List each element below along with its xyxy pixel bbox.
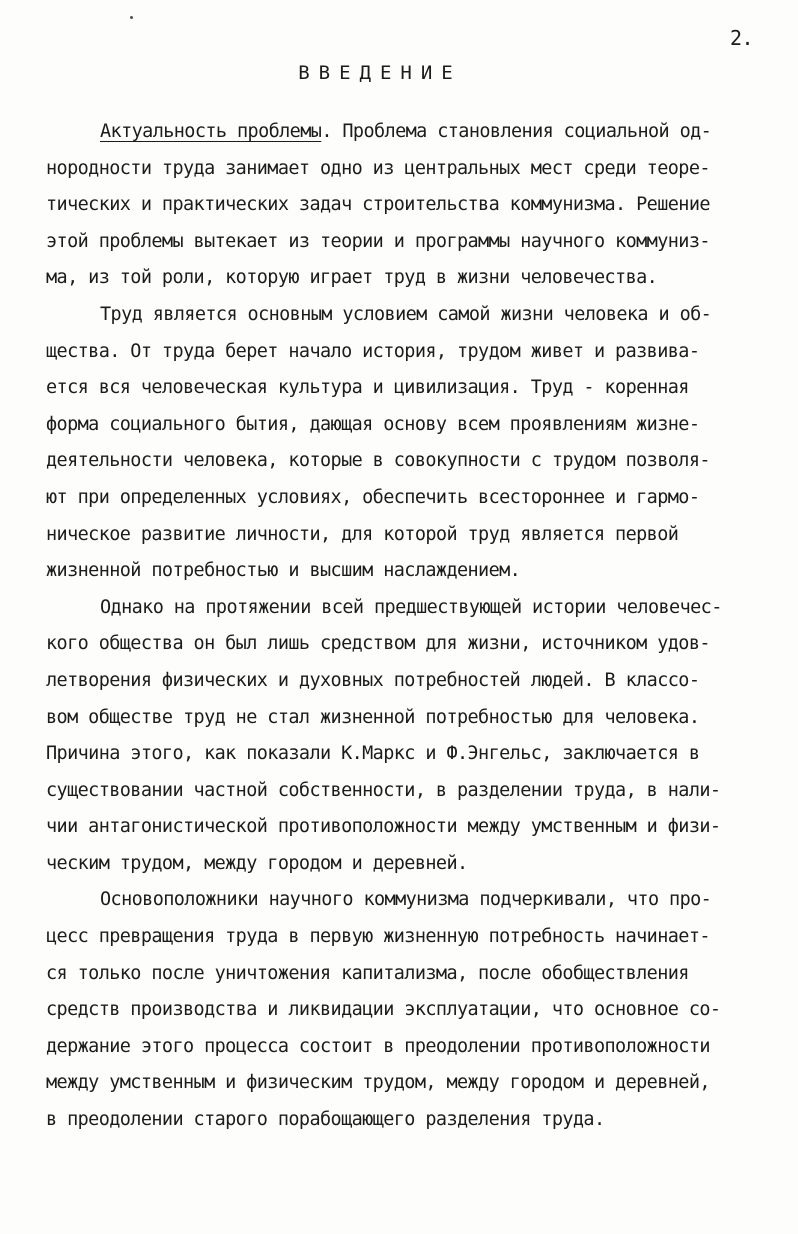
- body-text: [46, 114, 776, 1139]
- text-line: Однако на протяжении всей предшествующей истории человечес-: [100, 596, 722, 618]
- paragraph-lead: Актуальность проблемы: [100, 121, 322, 142]
- text-line: летворения физических и духовных потребностей людей. В классо-: [46, 669, 700, 691]
- text-line: средств производства и ликвидации эксплуатации, что основное со-: [46, 999, 721, 1021]
- text-line: Актуальность проблемы. Проблема становления социальной од-: [100, 121, 712, 142]
- paragraph: [46, 297, 776, 590]
- paragraph: [46, 114, 776, 297]
- section-heading: ВВЕДЕНИЕ: [298, 62, 462, 84]
- text-line: Причина этого, как показали К.Маркс и Ф.Энгельс, заключается в: [46, 743, 700, 765]
- text-line: в преодолении старого порабощающего разделения труда.: [46, 1109, 605, 1131]
- text-line: существовании частной собственности, в разделении труда, в нали-: [46, 779, 721, 801]
- text-line: ческим трудом, между городом и деревней.: [46, 852, 468, 874]
- text-line: Основоположники научного коммунизма подчеркивали, что про-: [100, 889, 712, 911]
- text-line: этой проблемы вытекает из теории и программы научного коммуниз-: [46, 230, 710, 252]
- text-line: между умственным и физическим трудом, между городом и деревней,: [46, 1072, 710, 1094]
- text-line: нородности труда занимает одно из центральных мест среди теоре-: [46, 157, 710, 179]
- text-line: ют при определенных условиях, обеспечить всестороннее и гармо-: [46, 486, 700, 508]
- text-line: ма, из той роли, которую играет труд в жизни человечества.: [46, 267, 658, 289]
- text-line: тических и практических задач строительства коммунизма. Решение: [46, 194, 710, 216]
- text-line: вом обществе труд не стал жизненной потребностью для человека.: [46, 706, 700, 728]
- text-line: цесс превращения труда в первую жизненную потребность начинает-: [46, 926, 710, 948]
- text-line: деятельности человека, которые в совокупности с трудом позволя-: [46, 450, 710, 472]
- text-line: ется вся человеческая культура и цивилизация. Труд - коренная: [46, 377, 689, 399]
- text-line: форма социального бытия, дающая основу всем проявлениям жизне-: [46, 413, 700, 435]
- text-line: ническое развитие личности, для которой труд является первой: [46, 523, 679, 545]
- text-line: Труд является основным условием самой жизни человека и об-: [100, 303, 712, 325]
- text-line: щества. От труда берет начало история, трудом живет и развива-: [46, 340, 700, 362]
- paragraph: [46, 882, 776, 1138]
- ink-speck: [130, 16, 133, 19]
- page-number: 2.: [730, 26, 753, 50]
- text-line: чии антагонистической противоположности между умственным и физи-: [46, 816, 721, 838]
- text-line: ся только после уничтожения капитализма, после обобществления: [46, 962, 689, 984]
- paragraph: [46, 590, 776, 883]
- text-line: кого общества он был лишь средством для жизни, источником удов-: [46, 633, 710, 655]
- text-line: держание этого процесса состоит в преодолении противоположности: [46, 1035, 710, 1057]
- text-line: жизненной потребностью и высшим наслаждением.: [46, 560, 521, 582]
